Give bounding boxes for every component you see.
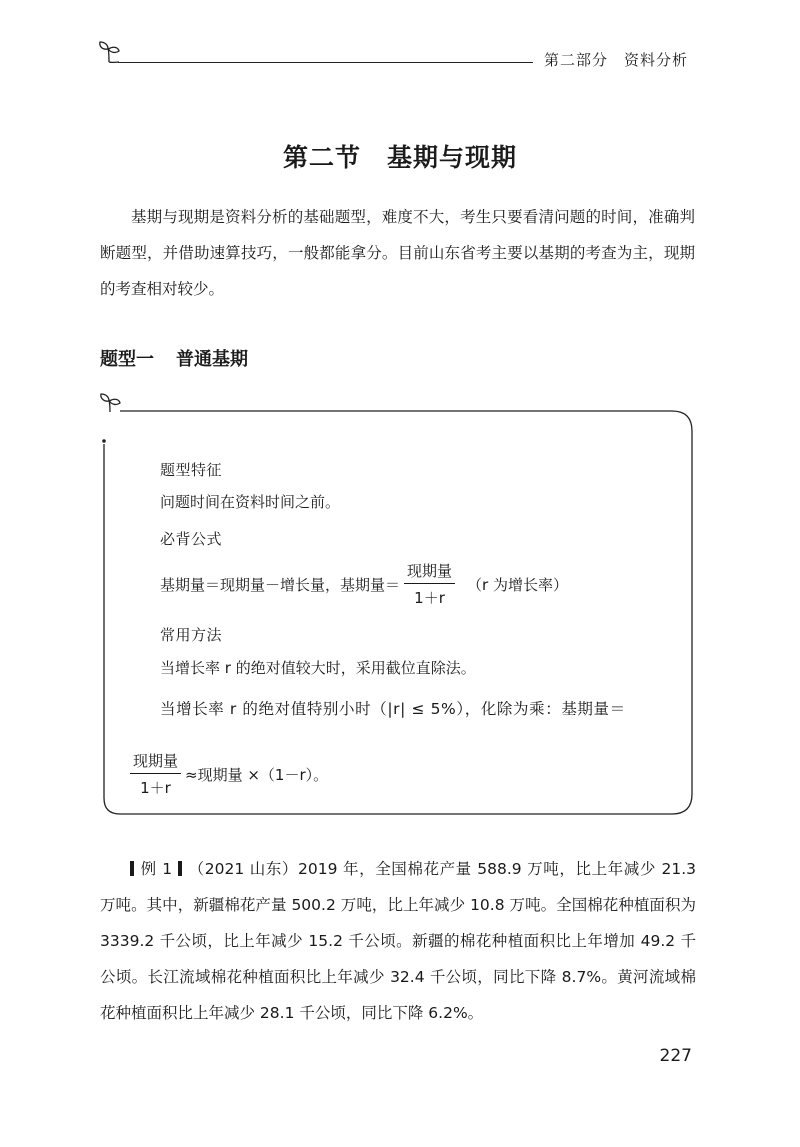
feature-text: 问题时间在资料时间之前。 — [160, 493, 341, 511]
running-header-title: 第二部分 资料分析 — [543, 51, 688, 69]
page-number: 227 — [659, 1046, 692, 1066]
bracket-bar-icon — [178, 861, 182, 876]
formula-text: 基期量＝现期量－增长量，基期量＝ — [160, 575, 401, 594]
section-title — [0, 138, 800, 174]
fraction-numerator: 现期量 — [404, 560, 455, 584]
intro-paragraph: 基期与现期是资料分析的基础题型，难度不大，考生只要看清问题的时间，准确判断题型，并借助速算技巧，一般都能拿分。目前山东省考主要以基期的考查为主，现期的考查相对较少。 — [100, 208, 695, 298]
type-heading — [100, 345, 248, 371]
example-text: （2021 山东）2019 年，全国棉花产量 588.9 万吨，比上年减少 21.3 万吨。其中，新疆棉花产量 500.2 万吨，比上年减少 10.8 万吨。全国棉花种植面积为 3339.2 千公顷，比上年减少 15.2 千公顷。新疆的棉花种植面积比上年增加 49.2 千公顷。长江流域棉花种植面积比上年减少 32.4 千公顷，同比下降 8.7%。黄河流域棉花种植面积比上年减少 28.1 千公顷，同比下降 6.2%。 — [100, 860, 696, 1022]
formula-fraction — [404, 560, 455, 608]
bracket-bar-icon — [130, 861, 134, 876]
method-line-1: 当增长率 r 的绝对值较大时，采用截位直除法。 — [160, 659, 476, 677]
feature-heading: 题型特征 — [160, 461, 223, 479]
approximation-formula — [130, 750, 328, 798]
example-paragraph — [100, 851, 696, 1031]
approximation-text: ≈现期量 ×（1－r）。 — [185, 765, 329, 784]
method-heading: 常用方法 — [160, 626, 223, 644]
base-period-formula — [160, 560, 568, 608]
section-name: 基期与现期 — [387, 143, 518, 172]
fraction-denominator: 1＋r — [414, 589, 445, 607]
type-name: 普通基期 — [176, 349, 248, 370]
formula-note: （r 为增长率） — [467, 575, 568, 594]
header-rule — [118, 62, 533, 63]
formula-fraction — [130, 750, 181, 798]
fraction-denominator: 1＋r — [140, 779, 171, 797]
type-number: 题型一 — [100, 349, 154, 370]
sprout-icon — [96, 38, 122, 64]
example-label: 例 1 — [140, 860, 173, 878]
method-line-2: 当增长率 r 的绝对值特别小时（|r| ≤ 5%），化除为乘：基期量＝ — [160, 700, 626, 718]
formula-heading: 必背公式 — [160, 530, 223, 548]
section-number: 第二节 — [282, 143, 361, 172]
fraction-numerator: 现期量 — [130, 750, 181, 774]
